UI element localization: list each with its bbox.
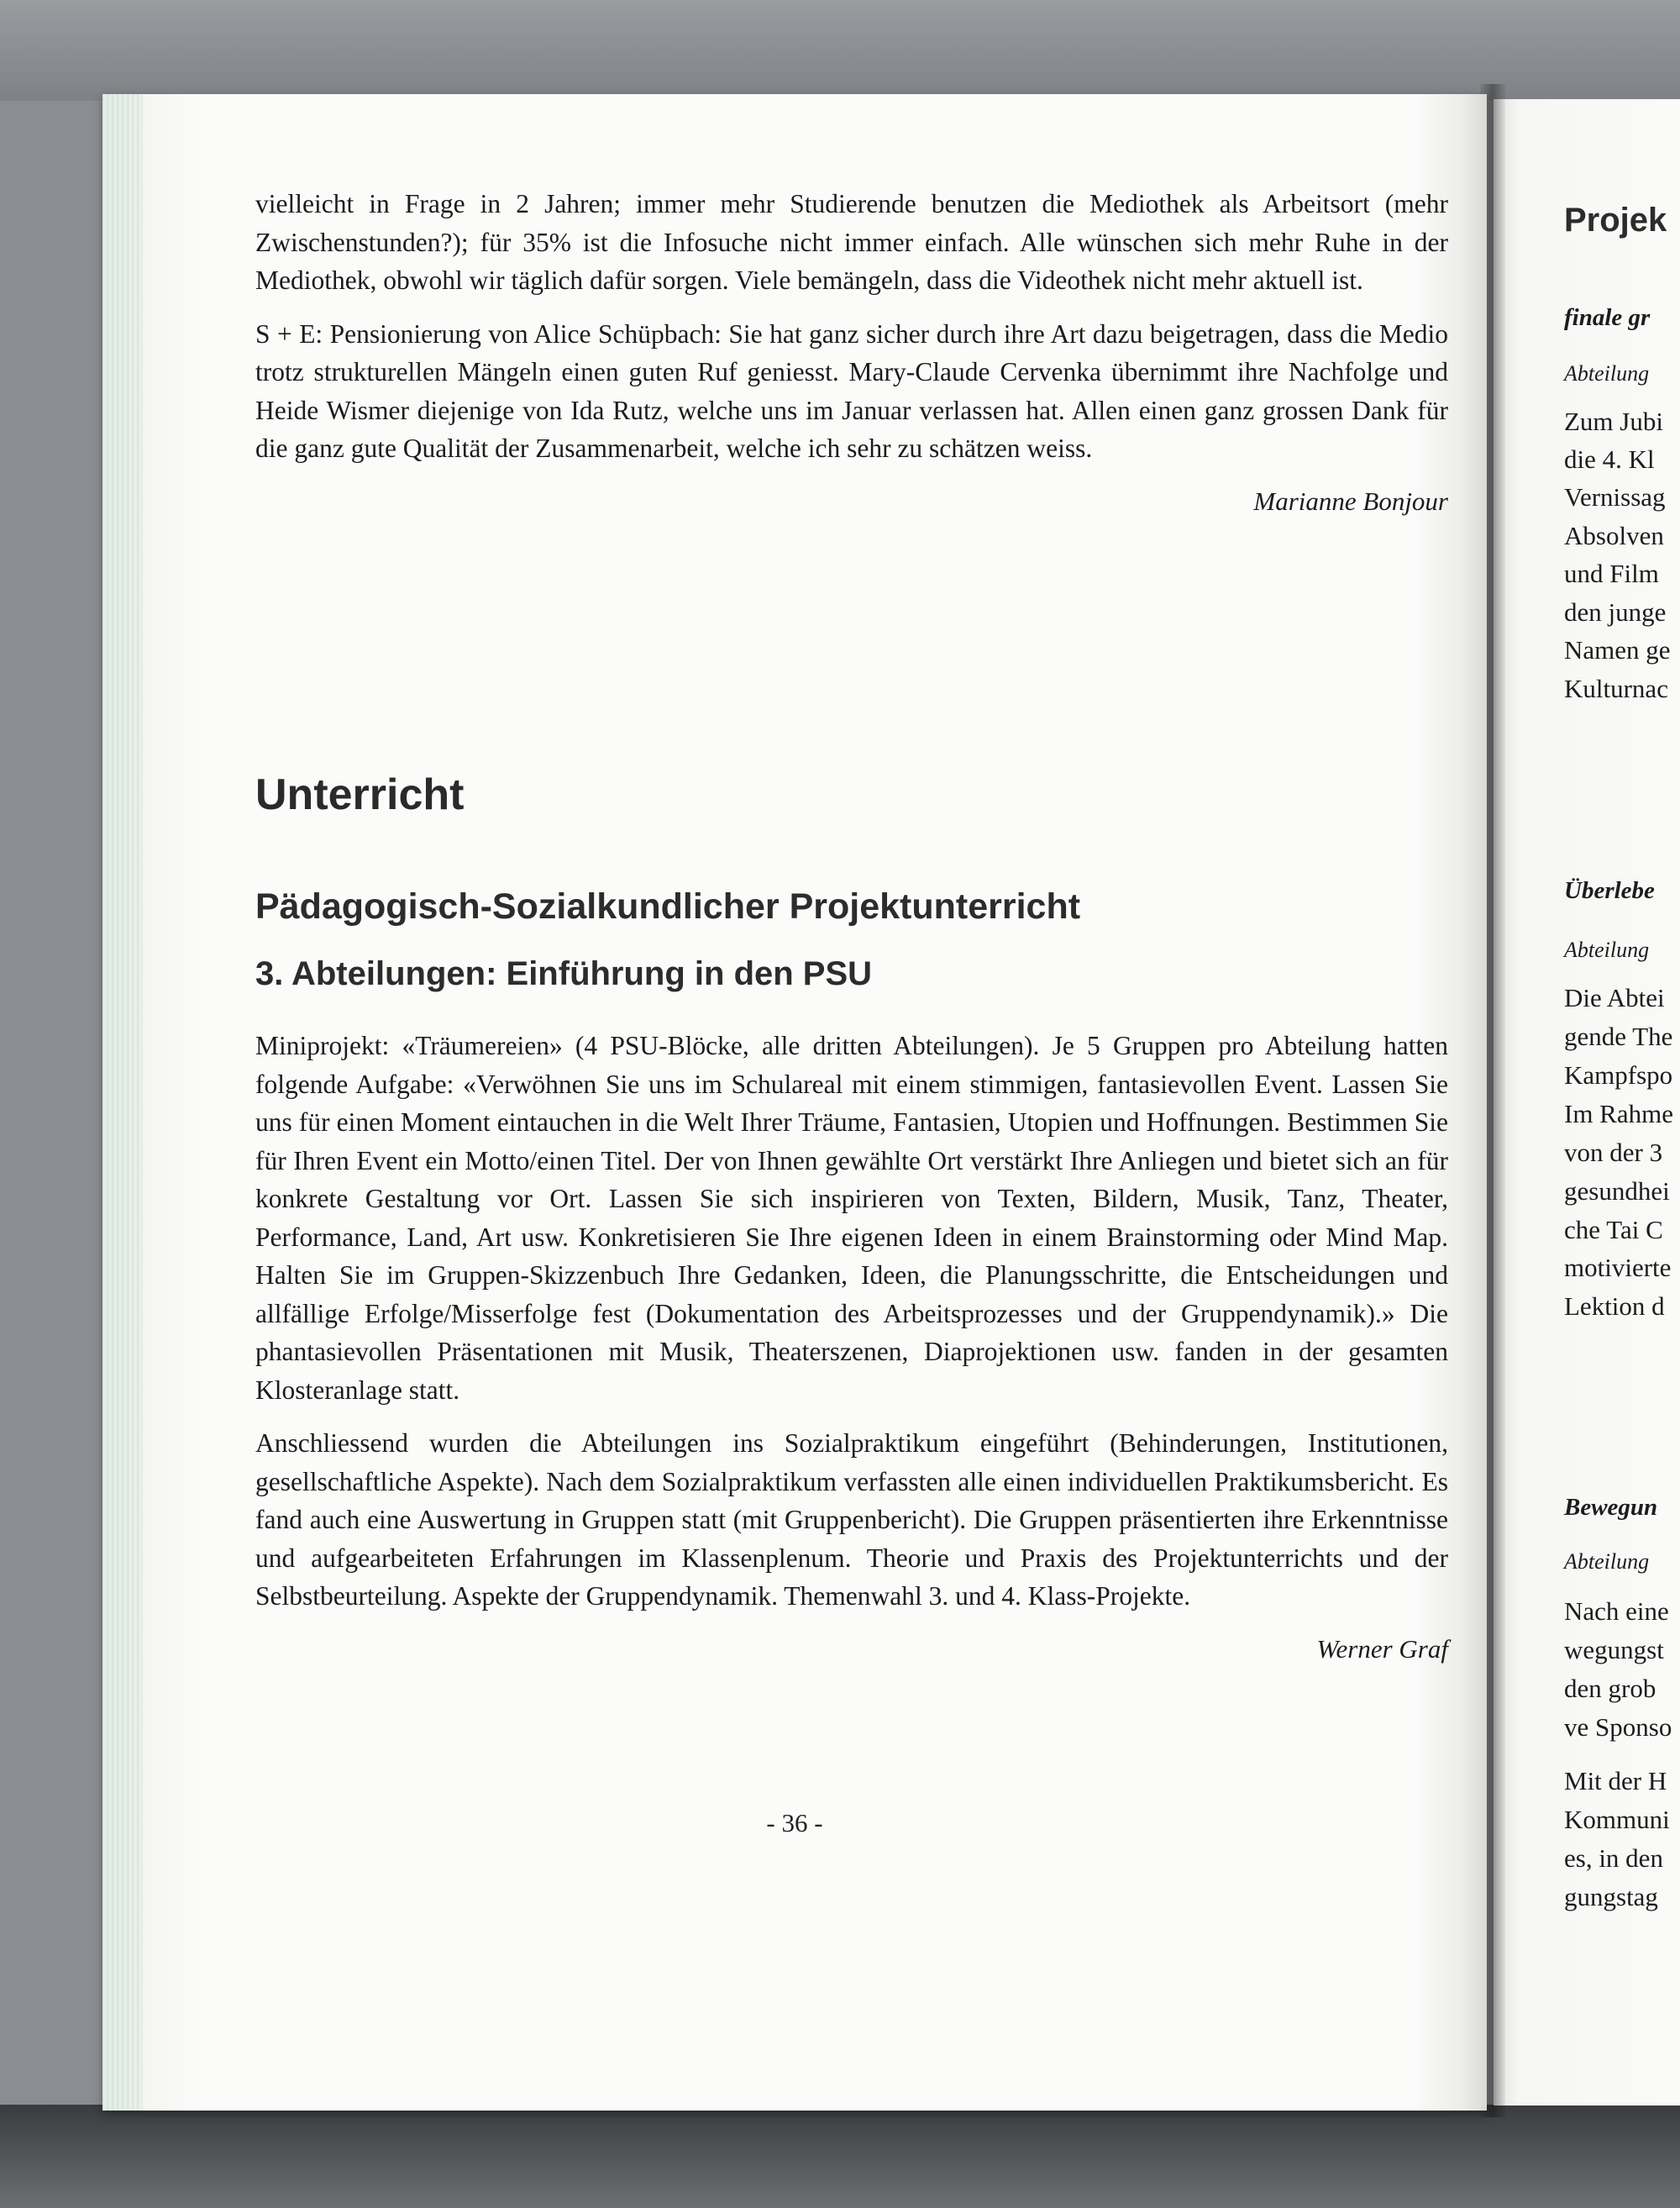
next-page-dept-1: Abteilung [1564,361,1650,386]
next-page-subhead-1: finale gr [1564,304,1651,331]
next-page-subhead-3: Bewegun [1564,1494,1658,1521]
next-page-line: den junge [1564,597,1667,627]
signature-author-1: Marianne Bonjour [1253,486,1448,516]
next-page-subhead-2: Überlebe [1564,877,1655,904]
next-page-line: Lektion d [1564,1291,1665,1321]
next-page-dept-2: Abteilung [1564,938,1650,962]
next-page-line: Zum Jubi [1564,407,1663,436]
next-page-line: Im Rahme [1564,1099,1673,1128]
next-page-line: motivierte [1564,1253,1672,1282]
next-page-line: Absolven [1564,521,1664,550]
next-page-line: von der 3 [1564,1138,1663,1167]
subheading: Pädagogisch-Sozialkundlicher Projektunterricht [255,886,1081,927]
next-page-line: Kulturnac [1564,674,1668,703]
subsubheading: 3. Abteilungen: Einführung in den PSU [255,955,873,992]
paragraph-mediothek-survey: vielleicht in Frage in 2 Jahren; immer mehr Studierende benutzen die Mediothek als Arbeitsort (mehr Zwischenstunden?); für 35% ist die Infosuche nicht immer einfach. Alle wünschen sich mehr Ruhe in der Mediothek, obwohl wir täglich dafür sorgen. Viele bemängeln, dass die Videothek nicht mehr aktuell ist. [255,189,1448,295]
next-page-line: gesundhei [1564,1176,1670,1206]
next-page-line: Vernissag [1564,482,1666,512]
section-heading: Unterricht [255,770,465,819]
next-page-line: Die Abtei [1564,983,1665,1012]
next-page-line: Namen ge [1564,635,1671,665]
next-page-line: ve Sponso [1564,1712,1672,1742]
next-page-line: Kommuni [1564,1805,1670,1834]
next-page-line: es, in den [1564,1843,1663,1873]
next-page-line: Kampfspo [1564,1060,1673,1090]
next-page-line: die 4. Kl [1564,444,1655,474]
paragraph-staff-changes: S + E: Pensionierung von Alice Schüpbach: Sie hat ganz sicher durch ihre Art dazu beigetragen, dass die Medio trotz strukturellen Mängeln einen guten Ruf geniesst. Mary-Claude Cervenka übernimmt ihre Nachfolge und Heide Wismer diejenige von Ida Rutz, welche uns im Januar verlassen hat. Allen einen ganz grossen Dank für die ganz gute Qualität der Zusammenarbeit, welche ich sehr zu schätzen weiss. [255,318,1448,463]
next-page-heading: Projek [1564,202,1667,239]
next-page-line: und Film [1564,559,1659,588]
paragraph-miniprojekt: Miniprojekt: «Träumereien» (4 PSU-Blöcke, alle dritten Abteilungen). Je 5 Gruppen pro Abteilung hatten folgende Aufgabe: «Verwöhnen Sie uns im Schulareal mit einem stimmigen, fantasievollen Event. Lassen Sie uns für einen Moment eintauchen in die Welt Ihrer Träume, Fantasien, Utopien und Hoffnungen. Bestimmen Sie für Ihren Event ein Motto/einen Titel. Der von Ihnen gewählte Ort verstärkt Ihre Anliegen und bietet sich an für konkrete Gestaltung vor Ort. Lassen Sie sich inspirieren von Texten, Bildern, Musik, Tanz, Theater, Performance, Land, Art usw. Konkretisieren Sie Ihre eigenen Ideen in einem Brainstorming oder Mind Map. Halten Sie im Gruppen-Skizzenbuch Ihre Gedanken, Ideen, die Planungsschritte, die Entscheidungen und allfällige Erfolge/Misserfolge fest (Dokumentation des Arbeitsprozesses und der Gruppendynamik).» Die phantasievollen Präsentationen mit Musik, Theaterszenen, Diaprojektionen usw. fanden in der gesamten Klosteranlage statt. [255,1031,1448,1405]
next-page-line: che Tai C [1564,1215,1663,1244]
next-page-line: Nach eine [1564,1596,1669,1626]
next-page-line: gungstag [1564,1882,1658,1911]
next-page-line: Mit der H [1564,1766,1667,1795]
next-page-line: den grob [1564,1674,1656,1703]
next-page-dept-3: Abteilung [1564,1549,1650,1574]
paragraph-sozialpraktikum: Anschliessend wurden die Abteilungen ins Sozialpraktikum eingeführt (Behinderungen, Institutionen, gesellschaftliche Aspekte). Nach dem Sozialpraktikum verfassten alle einen individuellen Praktikumsbericht. Es fand auch eine Auswertung in Gruppen statt (mit Gruppenbericht). Die Gruppen präsentierten ihre Erkenntnisse und aufgearbeiteten Erfahrungen im Klassenplenum. Theorie und Praxis des Projektunterrichts und der Selbstbeurteilung. Aspekte der Gruppendynamik. Themenwahl 3. und 4. Klass-Projekte. [255,1428,1448,1611]
next-page-line: wegungst [1564,1635,1664,1664]
signature-author-2: Werner Graf [1316,1633,1448,1664]
page-number: - 36 - [766,1808,823,1837]
next-page-line: gende The [1564,1022,1673,1051]
